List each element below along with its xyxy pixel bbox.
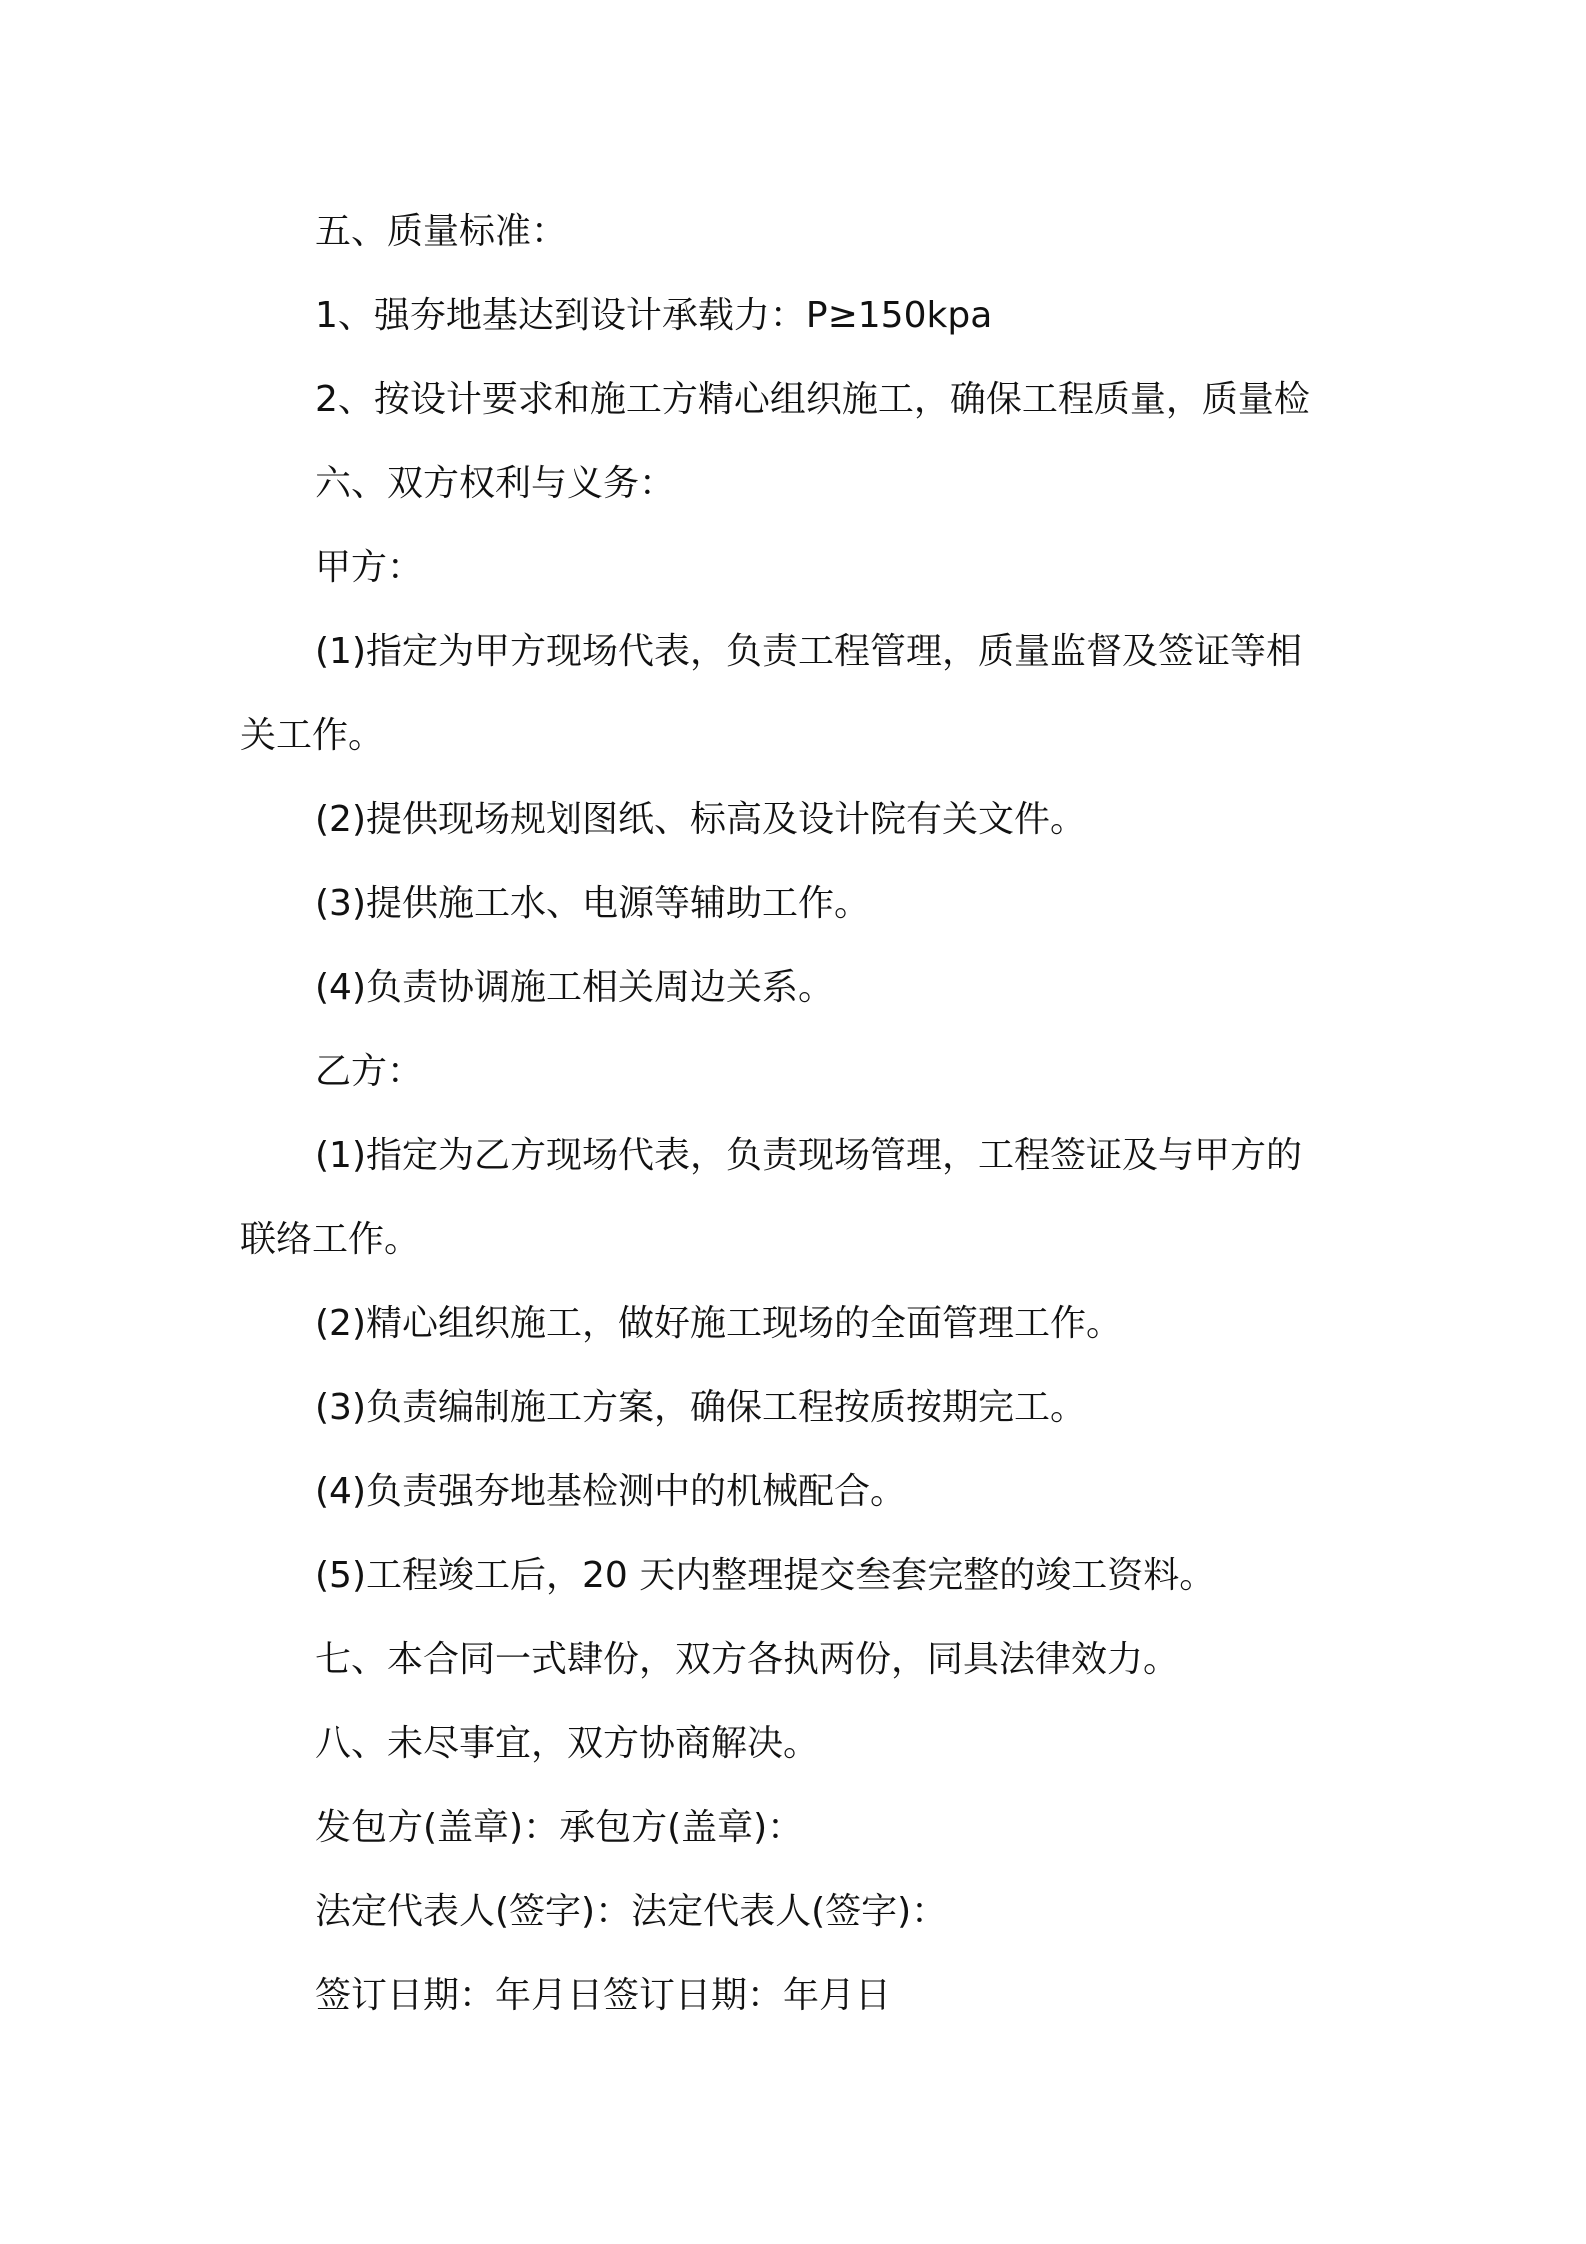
quality-item-1: 1、强夯地基达到设计承载力：P≥150kpa [315,295,993,336]
clause-seven: 七、本合同一式肆份，双方各执两份，同具法律效力。 [315,1639,1180,1680]
party-a-item-2: (2)提供现场规划图纸、标高及设计院有关文件。 [315,799,1086,840]
party-b-item-1: (1)指定为乙方现场代表，负责现场管理，工程签证及与甲方的 [315,1135,1302,1176]
party-a-item-3: (3)提供施工水、电源等辅助工作。 [315,883,870,924]
document-body [240,190,1340,2038]
party-b-item-4: (4)负责强夯地基检测中的机械配合。 [315,1471,906,1512]
party-b-item-2: (2)精心组织施工，做好施工现场的全面管理工作。 [315,1303,1122,1344]
section-heading-rights-obligations: 六、双方权利与义务： [315,463,676,504]
party-a-item-1: (1)指定为甲方现场代表，负责工程管理，质量监督及签证等相 [315,631,1302,672]
party-b-item-1-continued: 联络工作。 [240,1219,421,1260]
seal-line: 发包方(盖章)：承包方(盖章)： [315,1807,804,1848]
party-b-item-5: (5)工程竣工后，20 天内整理提交叁套完整的竣工资料。 [315,1555,1216,1596]
party-b-item-3: (3)负责编制施工方案，确保工程按质按期完工。 [315,1387,1086,1428]
party-a-heading: 甲方： [315,547,424,588]
party-a-item-1-continued: 关工作。 [240,715,385,756]
section-heading-quality-standard: 五、质量标准： [315,211,568,252]
party-b-heading: 乙方： [315,1051,424,1092]
signature-line: 法定代表人(签字)：法定代表人(签字)： [315,1891,948,1932]
clause-eight: 八、未尽事宜，双方协商解决。 [315,1723,820,1764]
signing-date-line: 签订日期：年月日签订日期：年月日 [315,1975,892,2016]
party-a-item-4: (4)负责协调施工相关周边关系。 [315,967,834,1008]
quality-item-2: 2、按设计要求和施工方精心组织施工，确保工程质量，质量检 [315,379,1310,420]
